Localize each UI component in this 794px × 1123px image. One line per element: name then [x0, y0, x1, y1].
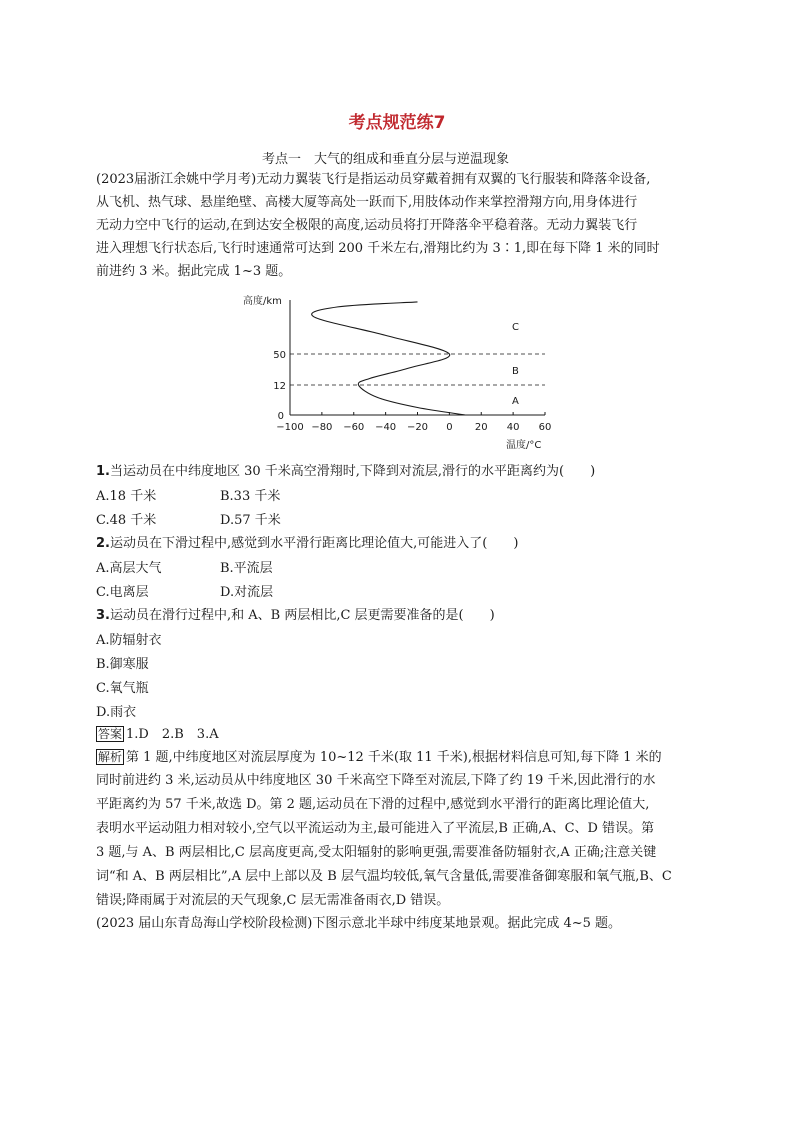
analysis-line: 词“和 A、B 两层相比”,A 层中上部以及 B 层气温均较低,氧气含量低,需要准备御寒服和氧气瓶,B、C — [96, 869, 672, 884]
option-b: B.平流层 — [220, 561, 273, 576]
y-tick-label: 50 — [273, 350, 286, 361]
option-a: A.18 千米 — [96, 489, 157, 504]
analysis-line: 平距离约为 57 千米,故选 D。第 2 题,运动员在下滑的过程中,感觉到水平滑行的距离比理论值大, — [96, 797, 650, 812]
question-number: 3. — [96, 608, 110, 623]
option-c: C.48 千米 — [96, 513, 157, 528]
x-tick-label: −80 — [311, 422, 333, 433]
answer-line — [96, 724, 219, 745]
page-title: 考点规范练7 — [348, 113, 446, 133]
analysis-tag: 解析 — [98, 750, 123, 764]
option-d: D.对流层 — [220, 585, 274, 600]
x-tick-label: 20 — [474, 422, 488, 433]
x-tick-label: 60 — [538, 422, 552, 433]
analysis-line: 错误;降雨属于对流层的天气现象,C 层无需准备雨衣,D 错误。 — [96, 893, 450, 908]
intro-line: 进入理想飞行状态后,飞行时速通常可达到 200 千米左右,滑翔比约为 3∶1,即在每下降 1 米的同时 — [96, 241, 660, 256]
option-b: B.33 千米 — [220, 489, 281, 504]
intro-line: 前进约 3 米。据此完成 1~3 题。 — [96, 264, 292, 279]
layer-label-a: A — [512, 396, 519, 407]
next-section-intro: (2023 届山东青岛海山学校阶段检测)下图示意北半球中纬度某地景观。据此完成 4~5 题。 — [96, 916, 622, 931]
intro-line: 从飞机、热气球、悬崖绝壁、高楼大厦等高处一跃而下,用肢体动作来掌控滑翔方向,用身体进行 — [96, 195, 638, 210]
option-a: A.防辐射衣 — [96, 633, 162, 648]
question-text: 当运动员在中纬度地区 30 千米高空滑翔时,下降到对流层,滑行的水平距离约为( ) — [109, 464, 596, 479]
x-axis-label: 温度/°C — [506, 440, 542, 451]
analysis-line: 表明水平运动阻力相对较小,空气以平流运动为主,最可能进入了平流层,B 正确,A、C、D 错误。第 — [96, 821, 655, 836]
x-tick-label: −60 — [343, 422, 365, 433]
temperature-curve — [312, 302, 466, 415]
analysis-line: 3 题,与 A、B 两层相比,C 层高度更高,受太阳辐射的影响更强,需要准备防辐射衣,A 正确;注意关键 — [96, 845, 657, 860]
x-tick-label: 0 — [446, 422, 453, 433]
x-tick-label: −100 — [276, 422, 304, 433]
option-d: D.57 千米 — [220, 513, 281, 528]
x-tick-label: 40 — [506, 422, 520, 433]
analysis-line: 第 1 题,中纬度地区对流层厚度为 10~12 千米(取 11 千米),根据材料信息可知,每下降 1 米的 — [126, 750, 662, 765]
option-d: D.雨衣 — [96, 705, 137, 720]
y-tick-label: 0 — [277, 411, 284, 422]
intro-line: (2023届浙江余姚中学月考)无动力翼装飞行是指运动员穿戴着拥有双翼的飞行服装和降落伞设备, — [96, 172, 651, 187]
option-a: A.高层大气 — [96, 561, 162, 576]
option-c: C.电离层 — [96, 585, 149, 600]
option-c: C.氧气瓶 — [96, 681, 149, 696]
question-text: 运动员在下滑过程中,感觉到水平滑行距离比理论值大,可能进入了( ) — [109, 536, 519, 551]
option-b: B.御寒服 — [96, 657, 149, 672]
layer-label-b: B — [512, 366, 519, 377]
y-tick-label: 12 — [273, 381, 286, 392]
section-subtitle: 考点一 大气的组成和垂直分层与逆温现象 — [262, 152, 510, 167]
intro-line: 无动力空中飞行的运动,在到达安全极限的高度,运动员将打开降落伞平稳着落。无动力翼装飞行 — [96, 218, 638, 233]
temperature-altitude-chart — [240, 290, 570, 455]
layer-label-c: C — [512, 322, 519, 333]
x-tick-label: −20 — [406, 422, 429, 433]
analysis-line: 同时前进约 3 米,运动员从中纬度地区 30 千米高空下降至对流层,下降了约 19 千米,因此滑行的水 — [96, 773, 656, 788]
answer-tag: 答案 — [98, 727, 123, 741]
answer-text: 1.D 2.B 3.A — [126, 727, 219, 742]
question-number: 1. — [96, 464, 110, 479]
y-axis-label: 高度/km — [243, 296, 282, 307]
question-number: 2. — [96, 536, 110, 551]
question-text: 运动员在滑行过程中,和 A、B 两层相比,C 层更需要准备的是( ) — [109, 608, 495, 623]
x-tick-label: −40 — [375, 422, 397, 433]
